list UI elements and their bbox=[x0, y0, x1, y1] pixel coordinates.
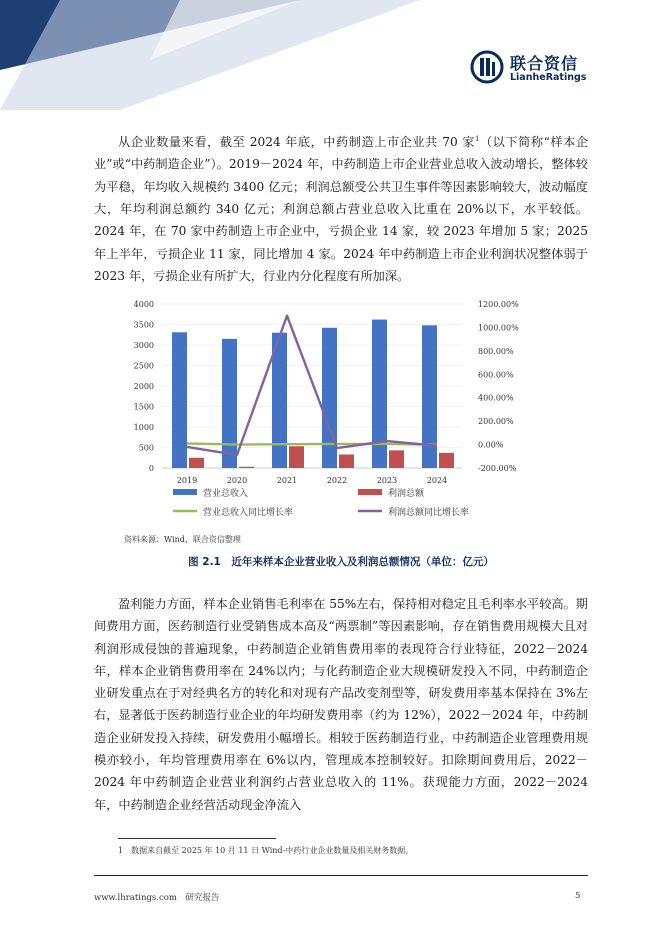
left-axis-tick-label: 2500 bbox=[133, 361, 154, 371]
footnote-ref: 1 bbox=[474, 135, 480, 143]
left-axis-tick-label: 1500 bbox=[133, 402, 154, 412]
revenue-growth-line bbox=[187, 443, 437, 444]
footer-doc-type: 研究报告 bbox=[185, 893, 220, 903]
logo-english-name: LianheRatings bbox=[510, 72, 587, 83]
left-axis-tick-label: 4000 bbox=[133, 300, 154, 309]
logo-chinese-name: 联合资信 bbox=[510, 54, 579, 73]
figure-caption: 图 2.1 近年来样本企业营业收入及利润总额情况（单位：亿元） bbox=[188, 556, 494, 568]
profit-bar bbox=[239, 467, 254, 468]
revenue-bar bbox=[322, 328, 337, 468]
revenue-bar bbox=[222, 339, 237, 468]
footer-website[interactable]: www.lhratings.com bbox=[94, 893, 177, 903]
revenue-profit-chart bbox=[118, 291, 538, 532]
legend-label: 利润总额同比增长率 bbox=[388, 508, 470, 518]
x-axis-tick-label: 2020 bbox=[226, 476, 248, 485]
legend-label: 利润总额 bbox=[388, 489, 425, 499]
legend-swatch-revenue bbox=[173, 489, 197, 495]
profit-bar bbox=[339, 454, 354, 468]
legend-label: 营业总收入 bbox=[203, 489, 249, 499]
figure-source: 资料来源：Wind、联合资信整理 bbox=[124, 535, 241, 544]
right-axis-tick-label: -200.00% bbox=[478, 464, 517, 473]
footer-info bbox=[94, 891, 219, 903]
logo-mark-icon bbox=[470, 50, 504, 84]
paragraph-text: 从企业数量来看，截至 2024 年底，中药制造上市企业共 70 家 bbox=[118, 135, 475, 150]
profit-bar bbox=[389, 450, 404, 468]
left-axis-tick-label: 3500 bbox=[133, 320, 154, 330]
x-axis-tick-label: 2021 bbox=[276, 476, 298, 485]
right-axis-tick-label: 800.00% bbox=[478, 346, 514, 356]
footnote-divider bbox=[118, 838, 276, 839]
left-axis-tick-label: 1000 bbox=[133, 423, 154, 432]
revenue-bar bbox=[372, 320, 387, 468]
legend-swatch-profit bbox=[358, 489, 382, 495]
right-axis-tick-label: 600.00% bbox=[478, 370, 514, 380]
right-axis-tick-label: 1000.00% bbox=[478, 323, 519, 333]
x-axis-tick-label: 2024 bbox=[426, 476, 448, 485]
page-number: 5 bbox=[575, 891, 581, 901]
revenue-bar bbox=[172, 332, 187, 468]
right-axis-tick-label: 0.00% bbox=[478, 440, 504, 450]
right-axis-tick-label: 1200.00% bbox=[478, 300, 519, 309]
left-axis-tick-label: 3000 bbox=[133, 341, 154, 350]
footnote bbox=[118, 845, 413, 856]
paragraph-text-rest: （以下简称“样本企业”或“中药制造企业”）。2019－2024 年，中药制造上市企业营业总收入波动增长，整体较为平稳，年均收入规模约 3400 亿元；利润总额受公共卫生事件等因素影响较大，波动幅度大，年均利润总额约 340 亿元；利润总额占营业总收入比重在 20%以下，水平较低。2024 年，在 70 家中药制造上市企业中，亏损企业 14 家，较 2023 年增加 5 家；2025 年上半年，亏损企业 11 家，同比增加 4 家。2024 年中药制造上市企业利润状况整体弱于 2023 年，亏损企业有所扩大，行业内分化程度有所加深。 bbox=[94, 135, 589, 283]
x-axis-tick-label: 2019 bbox=[176, 476, 198, 485]
x-axis-tick-label: 2022 bbox=[326, 476, 348, 485]
legend-label: 营业总收入同比增长率 bbox=[203, 508, 294, 518]
left-axis-tick-label: 500 bbox=[138, 443, 154, 453]
paragraph-profitability: 盈利能力方面，样本企业销售毛利率在 55%左右，保持相对稳定且毛利率水平较高。期间费用方面，医药制造行业受销售成本高及“两票制”等因素影响，存在销售费用规模大且对利润形成侵蚀的普遍现象，中药制造企业销售费用率的表现符合行业特征，2022－2024 年，样本企业销售费用率在 24%以内；与化药制造企业大规模研发投入不同，中药制造企业研发重点在于对经典名方的转化和对现有产品改变剂型等，研发费用率基本保持在 3%左右，显著低于医药制造行业企业的年均研发费用率（约为 12%），2022－2024 年，中药制造企业研发投入持续，研发费用小幅增长。相较于医药制造行业，中药制造企业管理费用规模亦较小，年均管理费用率在 6%以内，管理成本控制较好。扣除期间费用后，2022－2024 年中药制造企业营业利润约占营业总收入的 11%。获现能力方面，2022－2024 年，中药制造企业经营活动现金净流入 bbox=[94, 597, 588, 812]
left-axis-tick-label: 2000 bbox=[133, 382, 154, 391]
left-axis-tick-label: 0 bbox=[148, 464, 154, 473]
profit-bar bbox=[289, 446, 304, 468]
brand-logo bbox=[470, 50, 590, 90]
footnote-mark: 1 bbox=[118, 846, 124, 855]
paragraph-enterprise-count bbox=[94, 128, 588, 287]
x-axis-tick-label: 2023 bbox=[376, 476, 398, 485]
right-axis-tick-label: 400.00% bbox=[478, 393, 514, 403]
right-axis-tick-label: 200.00% bbox=[478, 417, 514, 427]
footnote-text: 数据来自截至 2025 年 10 月 11 日 Wind-中药行业企业数量及相关财务数据。 bbox=[131, 846, 414, 855]
footer-divider bbox=[94, 875, 588, 876]
profit-bar bbox=[439, 453, 454, 468]
profit-bar bbox=[189, 458, 204, 468]
